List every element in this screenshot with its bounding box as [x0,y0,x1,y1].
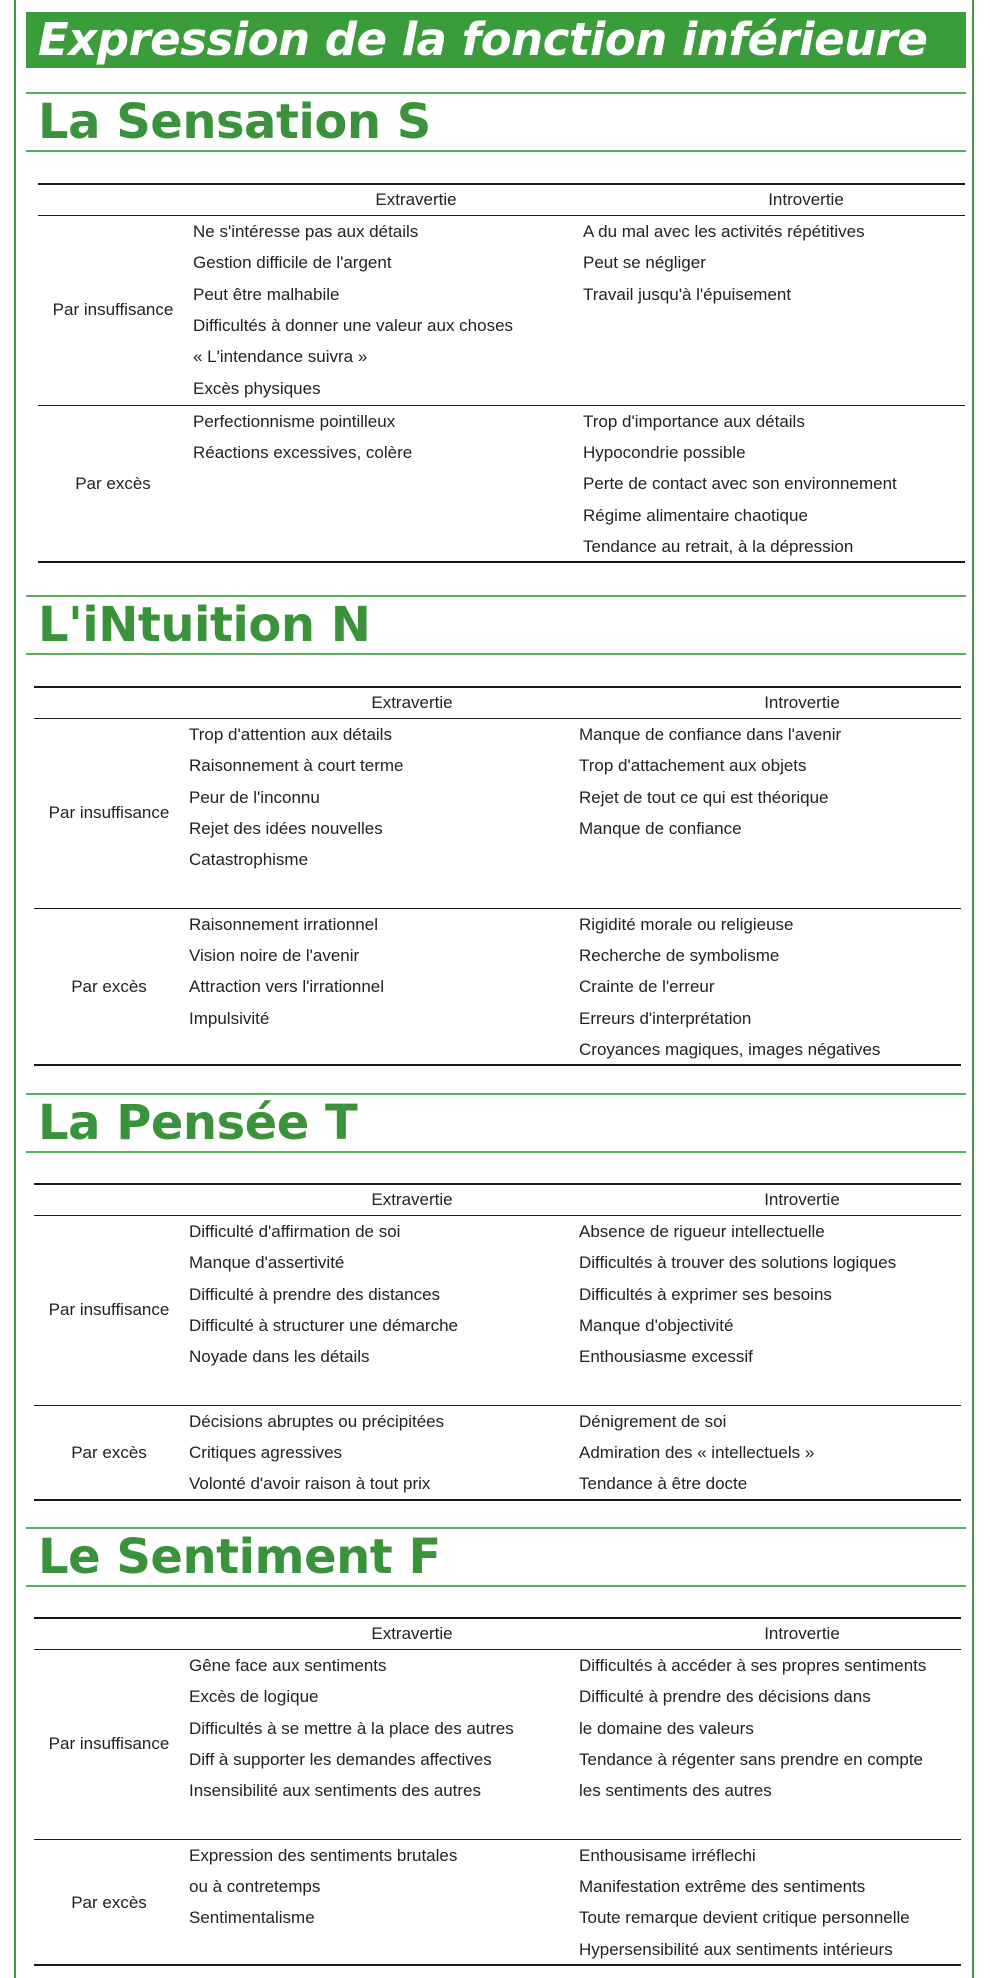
table-cell: Difficultés à donner une valeur aux choses [193,315,514,335]
table-cell: Travail jusqu'à l'épuisement [583,284,792,304]
table-cell: Vision noire de l'avenir [189,946,360,966]
table-cell: Recherche de symbolisme [579,946,780,966]
table-cell: Peut se négliger [583,253,706,273]
table-cell: Rigidité morale ou religieuse [579,914,794,934]
table-cell: Excès de logique [189,1687,319,1707]
table-cell: Expression des sentiments brutales [189,1845,458,1865]
section-table [38,183,965,563]
table-cell: « L'intendance suivra » [193,347,368,367]
table-cell: Enthousisame irréflechi [579,1845,756,1865]
table-cell: Manque de confiance [579,818,742,838]
table-cell: Enthousiasme excessif [579,1347,753,1367]
table-cell: Rejet de tout ce qui est théorique [579,787,829,807]
table-cell: Critiques agressives [189,1443,343,1463]
section-table [34,1183,961,1501]
table-cell: Peur de l'inconnu [189,787,320,807]
table-cell: Décisions abruptes ou précipitées [189,1411,445,1431]
table-cell: Dénigrement de soi [579,1411,727,1431]
table-cell: Difficultés à accéder à ses propres sentiments [579,1656,927,1675]
row-label-excess: Par excès [71,1892,147,1912]
table-cell: Catastrophisme [189,850,309,870]
table-cell: Attraction vers l'irrationnel [189,977,385,997]
column-header-extravertie: Extravertie [371,1624,453,1643]
column-header-introvertie: Introvertie [768,190,844,209]
table-cell: Hypersensibilité aux sentiments intérieurs [579,1939,893,1959]
row-label-insufficient: Par insuffisance [48,1734,170,1753]
table-cell: Trop d'importance aux détails [583,411,805,431]
table-cell: Volonté d'avoir raison à tout prix [189,1474,431,1494]
table-cell: Difficulté à structurer une démarche [189,1315,458,1335]
table-cell: Trop d'attention aux détails [189,725,392,744]
table-cell: Croyances magiques, images négatives [579,1040,881,1059]
table-cell: Manifestation extrême des sentiments [579,1877,866,1897]
table-cell: Trop d'attachement aux objets [579,756,807,776]
table-cell: Perte de contact avec son environnement [583,474,897,494]
row-label-excess: Par excès [71,1442,147,1462]
section-title: La Sensation S [26,92,966,152]
table-cell: Hypocondrie possible [583,443,746,463]
table-cell: Difficulté à prendre des décisions dans [579,1687,871,1707]
table-cell: Sentimentalisme [189,1908,315,1928]
table-cell: Noyade dans les détails [189,1347,370,1367]
table-cell: Difficulté d'affirmation de soi [189,1222,401,1241]
table-cell: Excès physiques [193,378,321,398]
table-cell: Crainte de l'erreur [579,977,715,997]
column-header-extravertie: Extravertie [375,190,457,209]
table-cell: Régime alimentaire chaotique [583,505,808,525]
table-cell: Diff à supporter les demandes affectives [189,1749,492,1769]
table-cell: Ne s'intéresse pas aux détails [193,222,419,241]
table-cell: Gestion difficile de l'argent [193,253,392,273]
column-header-extravertie: Extravertie [371,1190,453,1209]
table-cell: Difficultés à se mettre à la place des autres [189,1718,514,1738]
table-cell: Difficultés à exprimer ses besoins [579,1284,832,1304]
table-cell: Raisonnement à court terme [189,756,404,776]
row-label-excess: Par excès [75,473,151,493]
table-cell: Difficultés à trouver des solutions logiques [579,1253,897,1273]
table-cell: ou à contretemps [189,1877,321,1897]
column-header-introvertie: Introvertie [764,1190,840,1209]
table-cell: Difficulté à prendre des distances [189,1284,441,1304]
row-label-insufficient: Par insuffisance [52,300,174,319]
section-table [34,686,961,1066]
table-cell: Erreurs d'interprétation [579,1008,752,1028]
table-cell: Manque d'assertivité [189,1253,345,1273]
section-title: L'iNtuition N [26,595,966,655]
section-table [34,1617,961,1966]
section-title: Le Sentiment F [26,1527,966,1587]
table-cell: Insensibilité aux sentiments des autres [189,1781,481,1801]
table-cell: Raisonnement irrationnel [189,914,378,934]
table-cell: Impulsivité [189,1008,270,1028]
table-cell: Tendance à régenter sans prendre en compte [579,1749,924,1769]
row-label-insufficient: Par insuffisance [48,1300,170,1319]
table-cell: Tendance au retrait, à la dépression [583,537,854,556]
table-cell: les sentiments des autres [579,1781,772,1801]
table-cell: Manque d'objectivité [579,1315,734,1335]
table-cell: Perfectionnisme pointilleux [193,411,396,431]
column-header-introvertie: Introvertie [764,693,840,712]
table-cell: Réactions excessives, colère [193,443,413,463]
table-cell: Peut être malhabile [193,284,340,304]
table-cell: Rejet des idées nouvelles [189,818,383,838]
page-title: Expression de la fonction inférieure [26,12,966,68]
column-header-introvertie: Introvertie [764,1624,840,1643]
table-cell: Admiration des « intellectuels » [579,1443,815,1463]
column-header-extravertie: Extravertie [371,693,453,712]
section-title: La Pensée T [26,1093,966,1153]
row-label-excess: Par excès [71,976,147,996]
table-cell: Manque de confiance dans l'avenir [579,725,842,744]
table-cell: Absence de rigueur intellectuelle [579,1222,825,1241]
table-cell: Tendance à être docte [579,1474,748,1494]
row-label-insufficient: Par insuffisance [48,803,170,822]
table-cell: Toute remarque devient critique personnelle [579,1908,910,1928]
table-cell: A du mal avec les activités répétitives [583,222,865,241]
table-cell: Gêne face aux sentiments [189,1656,387,1675]
table-cell: le domaine des valeurs [579,1718,754,1738]
